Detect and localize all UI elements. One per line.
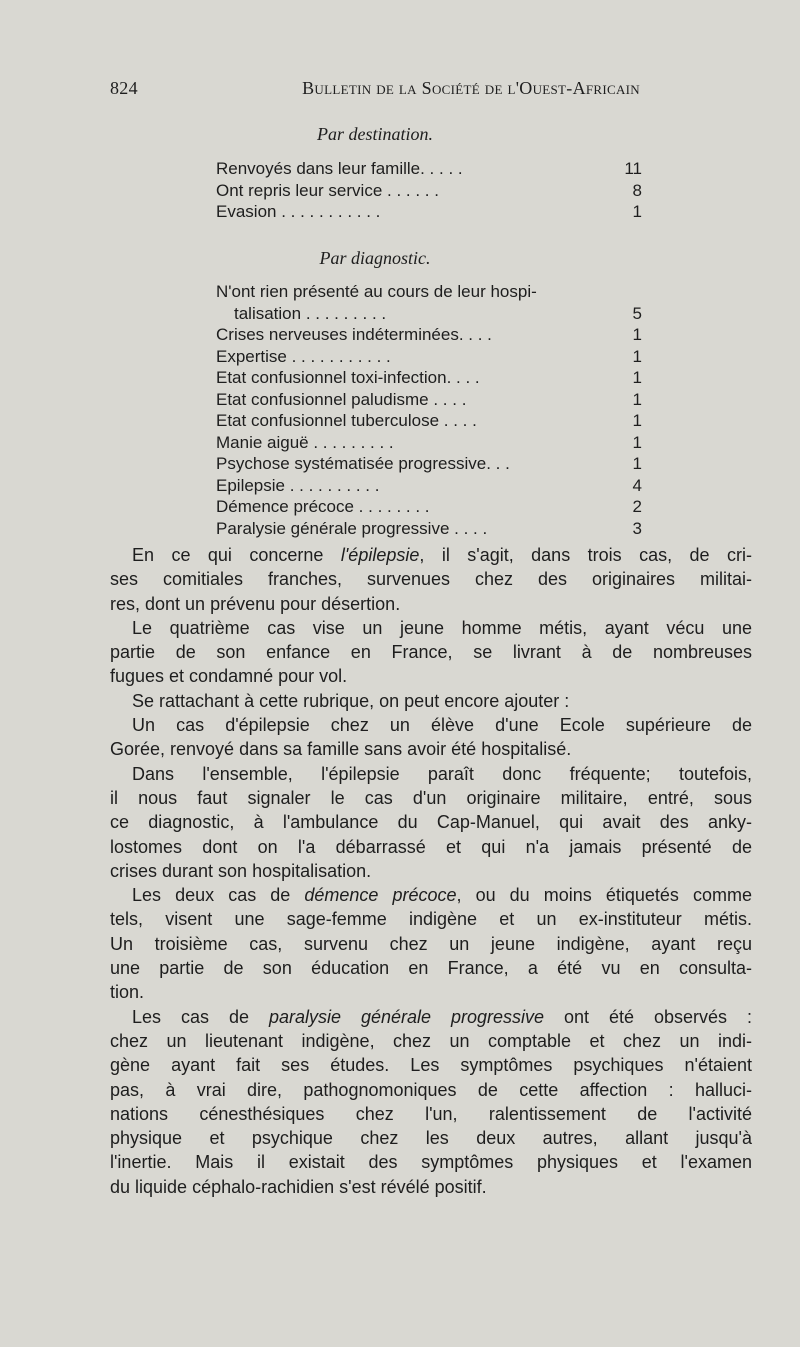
row-label: Epilepsie . . . . . . . . . . <box>216 475 380 495</box>
text-run: Les deux cas de <box>132 885 305 906</box>
table-row-label-continued <box>216 281 642 303</box>
table-row <box>216 432 642 454</box>
text-line: Se rattachant à cette rubrique, on peut encore ajouter : <box>132 690 570 711</box>
row-label: Psychose systématisée progressive. . . <box>216 454 510 473</box>
row-label: Ont repris leur service . . . . . . <box>216 180 439 200</box>
italic-term: l'épilepsie <box>340 545 420 565</box>
text-line: ce diagnostic, à l'ambulance du Cap-Manuel, qui avait des anky- <box>110 812 752 833</box>
row-value: 1 <box>632 202 642 221</box>
table-row <box>216 346 642 368</box>
table-row <box>216 410 642 432</box>
table-row <box>216 180 642 202</box>
text-line: Dans l'ensemble, l'épilepsie paraît donc fréquente; toutefois, <box>132 763 752 784</box>
row-value: 4 <box>632 475 642 495</box>
text-line: du liquide céphalo-rachidien s'est révélé positif. <box>110 1176 487 1197</box>
text-line: l'inertie. Mais il existait des symptômes physiques et l'examen <box>110 1152 752 1173</box>
text-run: Les cas de <box>132 1006 269 1027</box>
row-value: 1 <box>632 432 642 452</box>
text-line: crises durant son hospitalisation. <box>110 860 372 881</box>
text-line: physique et psychique chez les deux autres, allant jusqu'à <box>110 1128 752 1149</box>
table-row <box>216 367 642 389</box>
text-line: gène ayant fait ses études. Les symptômes psychiques n'étaient <box>110 1055 752 1076</box>
table-row <box>216 201 642 223</box>
diagnosis-heading: Par diagnostic. <box>319 248 431 268</box>
text-line: chez un lieutenant indigène, chez un comptable et chez un indi- <box>110 1030 752 1051</box>
text-line: Gorée, renvoyé dans sa famille sans avoir été hospitalisé. <box>110 739 572 760</box>
row-value: 1 <box>632 346 642 366</box>
table-row <box>216 324 642 346</box>
table-row <box>216 389 642 411</box>
row-label: Démence précoce . . . . . . . . <box>216 497 430 516</box>
row-label: talisation . . . . . . . . . <box>234 303 387 323</box>
page-number: 824 <box>110 78 138 98</box>
row-value: 1 <box>632 325 642 344</box>
row-value: 3 <box>632 518 642 538</box>
row-value: 2 <box>632 497 642 516</box>
table-row <box>216 518 642 540</box>
text-line: res, dont un prévenu pour désertion. <box>110 593 401 614</box>
row-label: Crises nerveuses indéterminées. . . . <box>216 325 492 344</box>
text-line <box>110 883 752 907</box>
row-value: 1 <box>632 454 642 473</box>
row-label: Etat confusionnel paludisme . . . . <box>216 389 467 409</box>
text-line <box>110 543 752 567</box>
text-line: tels, visent une sage-femme indigène et un ex-instituteur métis. <box>110 909 752 930</box>
text-line: Un cas d'épilepsie chez un élève d'une Ecole supérieure de <box>132 715 752 736</box>
text-line: fugues et condamné pour vol. <box>110 666 348 687</box>
row-label: Etat confusionnel tuberculose . . . . <box>216 411 477 430</box>
text-line: une partie de son éducation en France, a été vu en consulta- <box>110 958 752 979</box>
text-run: En ce qui concerne <box>132 545 341 565</box>
text-line: lostomes dont on l'a débarrassé et qui n'a jamais présenté de <box>110 836 752 857</box>
row-label: Renvoyés dans leur famille. . . . . <box>216 159 463 178</box>
running-header <box>110 78 640 102</box>
row-value: 8 <box>632 180 642 200</box>
text-line <box>110 1005 752 1029</box>
row-label: Expertise . . . . . . . . . . . <box>216 346 391 366</box>
text-line: partie de son enfance en France, se livrant à de nombreuses <box>110 642 752 663</box>
destination-heading: Par destination. <box>317 124 433 144</box>
table-row <box>216 158 642 180</box>
text-run: , il s'agit, dans trois cas, de cri- <box>419 545 752 565</box>
row-label: Evasion . . . . . . . . . . . <box>216 202 381 221</box>
table-row <box>216 303 642 325</box>
text-run: ont été observés : <box>544 1006 753 1027</box>
text-line: Le quatrième cas vise un jeune homme métis, ayant vécu une <box>132 617 752 638</box>
table-row <box>216 496 642 518</box>
text-line: pas, à vrai dire, pathognomoniques de cette affection : halluci- <box>110 1079 752 1100</box>
row-label: N'ont rien présenté au cours de leur hospi- <box>216 282 537 301</box>
table-row <box>216 475 642 497</box>
text-line: tion. <box>110 982 145 1003</box>
destination-table <box>216 158 642 223</box>
text-line: il nous faut signaler le cas d'un originaire militaire, entré, sous <box>110 787 752 808</box>
body-text <box>110 543 752 1199</box>
table-row <box>216 453 642 475</box>
text-line: nations cénesthésiques chez l'un, ralentissement de l'activité <box>110 1103 752 1124</box>
row-label: Etat confusionnel toxi-infection. . . . <box>216 368 480 387</box>
row-value: 1 <box>632 411 642 430</box>
diagnosis-table <box>216 281 642 539</box>
running-title: Bulletin de la Société de l'Ouest-Africain <box>302 78 640 98</box>
text-line: Un troisième cas, survenu chez un jeune indigène, ayant reçu <box>110 933 752 954</box>
row-value: 11 <box>624 159 642 178</box>
italic-term: paralysie générale progressive <box>268 1006 545 1027</box>
text-run: , ou du moins étiquetés comme <box>456 885 752 906</box>
text-line: ses comitiales franches, survenues chez des originaires militai- <box>110 569 752 590</box>
row-value: 1 <box>632 368 642 387</box>
row-label: Paralysie générale progressive . . . . <box>216 518 488 538</box>
row-value: 5 <box>632 303 642 323</box>
italic-term: démence précoce <box>304 885 457 906</box>
row-value: 1 <box>632 389 642 409</box>
row-label: Manie aiguë . . . . . . . . . <box>216 432 394 452</box>
